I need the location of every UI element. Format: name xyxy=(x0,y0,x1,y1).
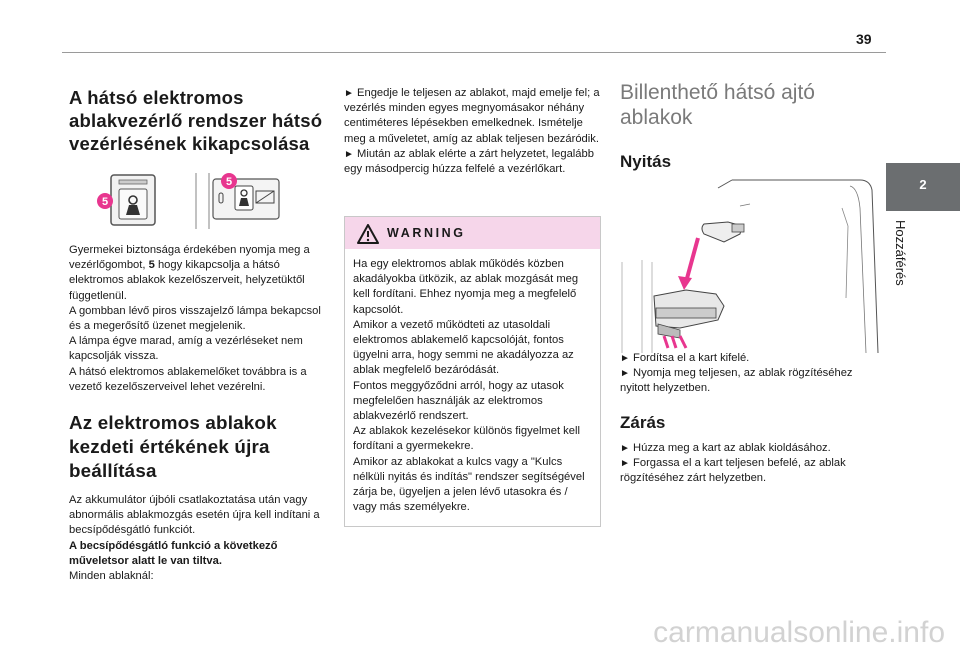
page-number: 39 xyxy=(856,31,872,47)
warning-triangle-icon xyxy=(357,224,379,244)
svg-text:carmanualsonline.info: carmanualsonline.info xyxy=(653,616,945,649)
svg-text:5: 5 xyxy=(225,176,233,188)
column-middle xyxy=(344,86,600,177)
section-title-disable-rear: A hátsó elektromos ablakvezérlő rendszer hátsó vezérlésének kikapcsolása xyxy=(69,87,323,154)
step-arrow-icon: ► xyxy=(620,353,630,364)
closing-title: Zárás xyxy=(620,412,666,432)
warning-box xyxy=(344,216,601,527)
child-lock-text: Gyermekei biztonsága érdekében nyomja meg a vezérlőgombot, 5 hogy kikapcsolja a hátsó elektromos ablakok kezelőszerveit, helyzetüktől függetlenül. A gombban lévő piros visszajelző lámpa bekapcsol és a megerősítő üzenet megjelenik. A lámpa égve marad, amíg a vezérléseket nem kapcsolják vissza. A hátsó elektromos ablakemelőket továbbra is a vezető kezelőszerveivel lehet vezérelni. xyxy=(69,244,321,393)
warning-title: WARNING xyxy=(387,226,466,240)
chapter-label-text: Hozzáférés xyxy=(893,220,908,286)
chapter-label xyxy=(890,220,912,310)
step-arrow-icon: ► xyxy=(620,368,630,380)
closing-steps: ► Húzza meg a kart az ablak kioldásához. ► Forgassa el a kart teljesen befelé, az ablak rögzítéséhez zárt helyzetben. xyxy=(620,441,846,485)
reinit-text: Az akkumulátor újbóli csatlakoztatása után vagy abnormális ablakmozgás esetén újra kell indítani a becsípődésgátló funkciót. A becsípődésgátló funkció a következő műveletsor alatt le van tiltva. Minden ablaknál: xyxy=(69,494,320,583)
warning-header xyxy=(345,217,600,249)
warning-text: Ha egy elektromos ablak működés közben akadályokba ütközik, az ablak mozgását meg kell fordítani. Ehhez nyomja meg a megfelelő kapcsolót. Amikor a vezető működteti az utasoldali elektromos ablakemelő kapcsolóját, fontos ügyelni arra, hogy semmi ne akadályozza az ablak megfelelő bezáródását. Fontos meggyőződni arról, hogy az utasok megfelelően használják az elektromos ablakvezérlő rendszert. Az ablakok kezelésekor különös figyelmet kell fordítani a gyermekekre. Amikor az ablakokat a kulcs vagy a "Kulcs nélküli nyitás és indítás" rendszer segítségével zárja be, ügyeljen a jelen lévő utasokra és / vagy más személyekre. xyxy=(353,258,585,514)
section-title-hinged-windows: Billenthető hátsó ajtó ablakok xyxy=(620,81,815,129)
chapter-tab[interactable] xyxy=(886,163,960,211)
opening-steps: ► Fordítsa el a kart kifelé. ► Nyomja meg teljesen, az ablak rögzítéséhez nyitott helyzetben. xyxy=(620,352,853,395)
section-title-reinit: Az elektromos ablakok kezdeti értékének újra beállítása xyxy=(69,412,277,482)
opening-title: Nyitás xyxy=(620,152,672,171)
reinit-steps: ► Engedje le teljesen az ablakot, majd emelje fel; a vezérlés minden egyes megnyomásakor néhány centiméteres lépésekben emelkednek. Ismételje meg a műveletet, amíg az ablak teljesen bezáródik. ► Miután az ablak elérte a zárt helyzetet, legalább egy másodpercig húzza felfelé a vezérlőkart. xyxy=(344,87,600,176)
watermark xyxy=(0,610,960,649)
step-arrow-icon: ► xyxy=(620,457,630,469)
svg-text:5: 5 xyxy=(101,196,109,208)
child-lock-illustration xyxy=(69,169,325,229)
watermark-text xyxy=(0,610,960,649)
step-arrow-icon: ► xyxy=(620,442,630,454)
column-right xyxy=(620,80,882,486)
header-rule xyxy=(62,52,886,53)
column-left xyxy=(69,86,325,584)
hinged-window-illustration xyxy=(620,178,882,353)
step-arrow-icon: ► xyxy=(344,148,354,160)
child-lock-icon xyxy=(69,169,325,231)
chapter-number: 2 xyxy=(919,177,927,192)
step-arrow-icon: ► xyxy=(344,88,354,99)
